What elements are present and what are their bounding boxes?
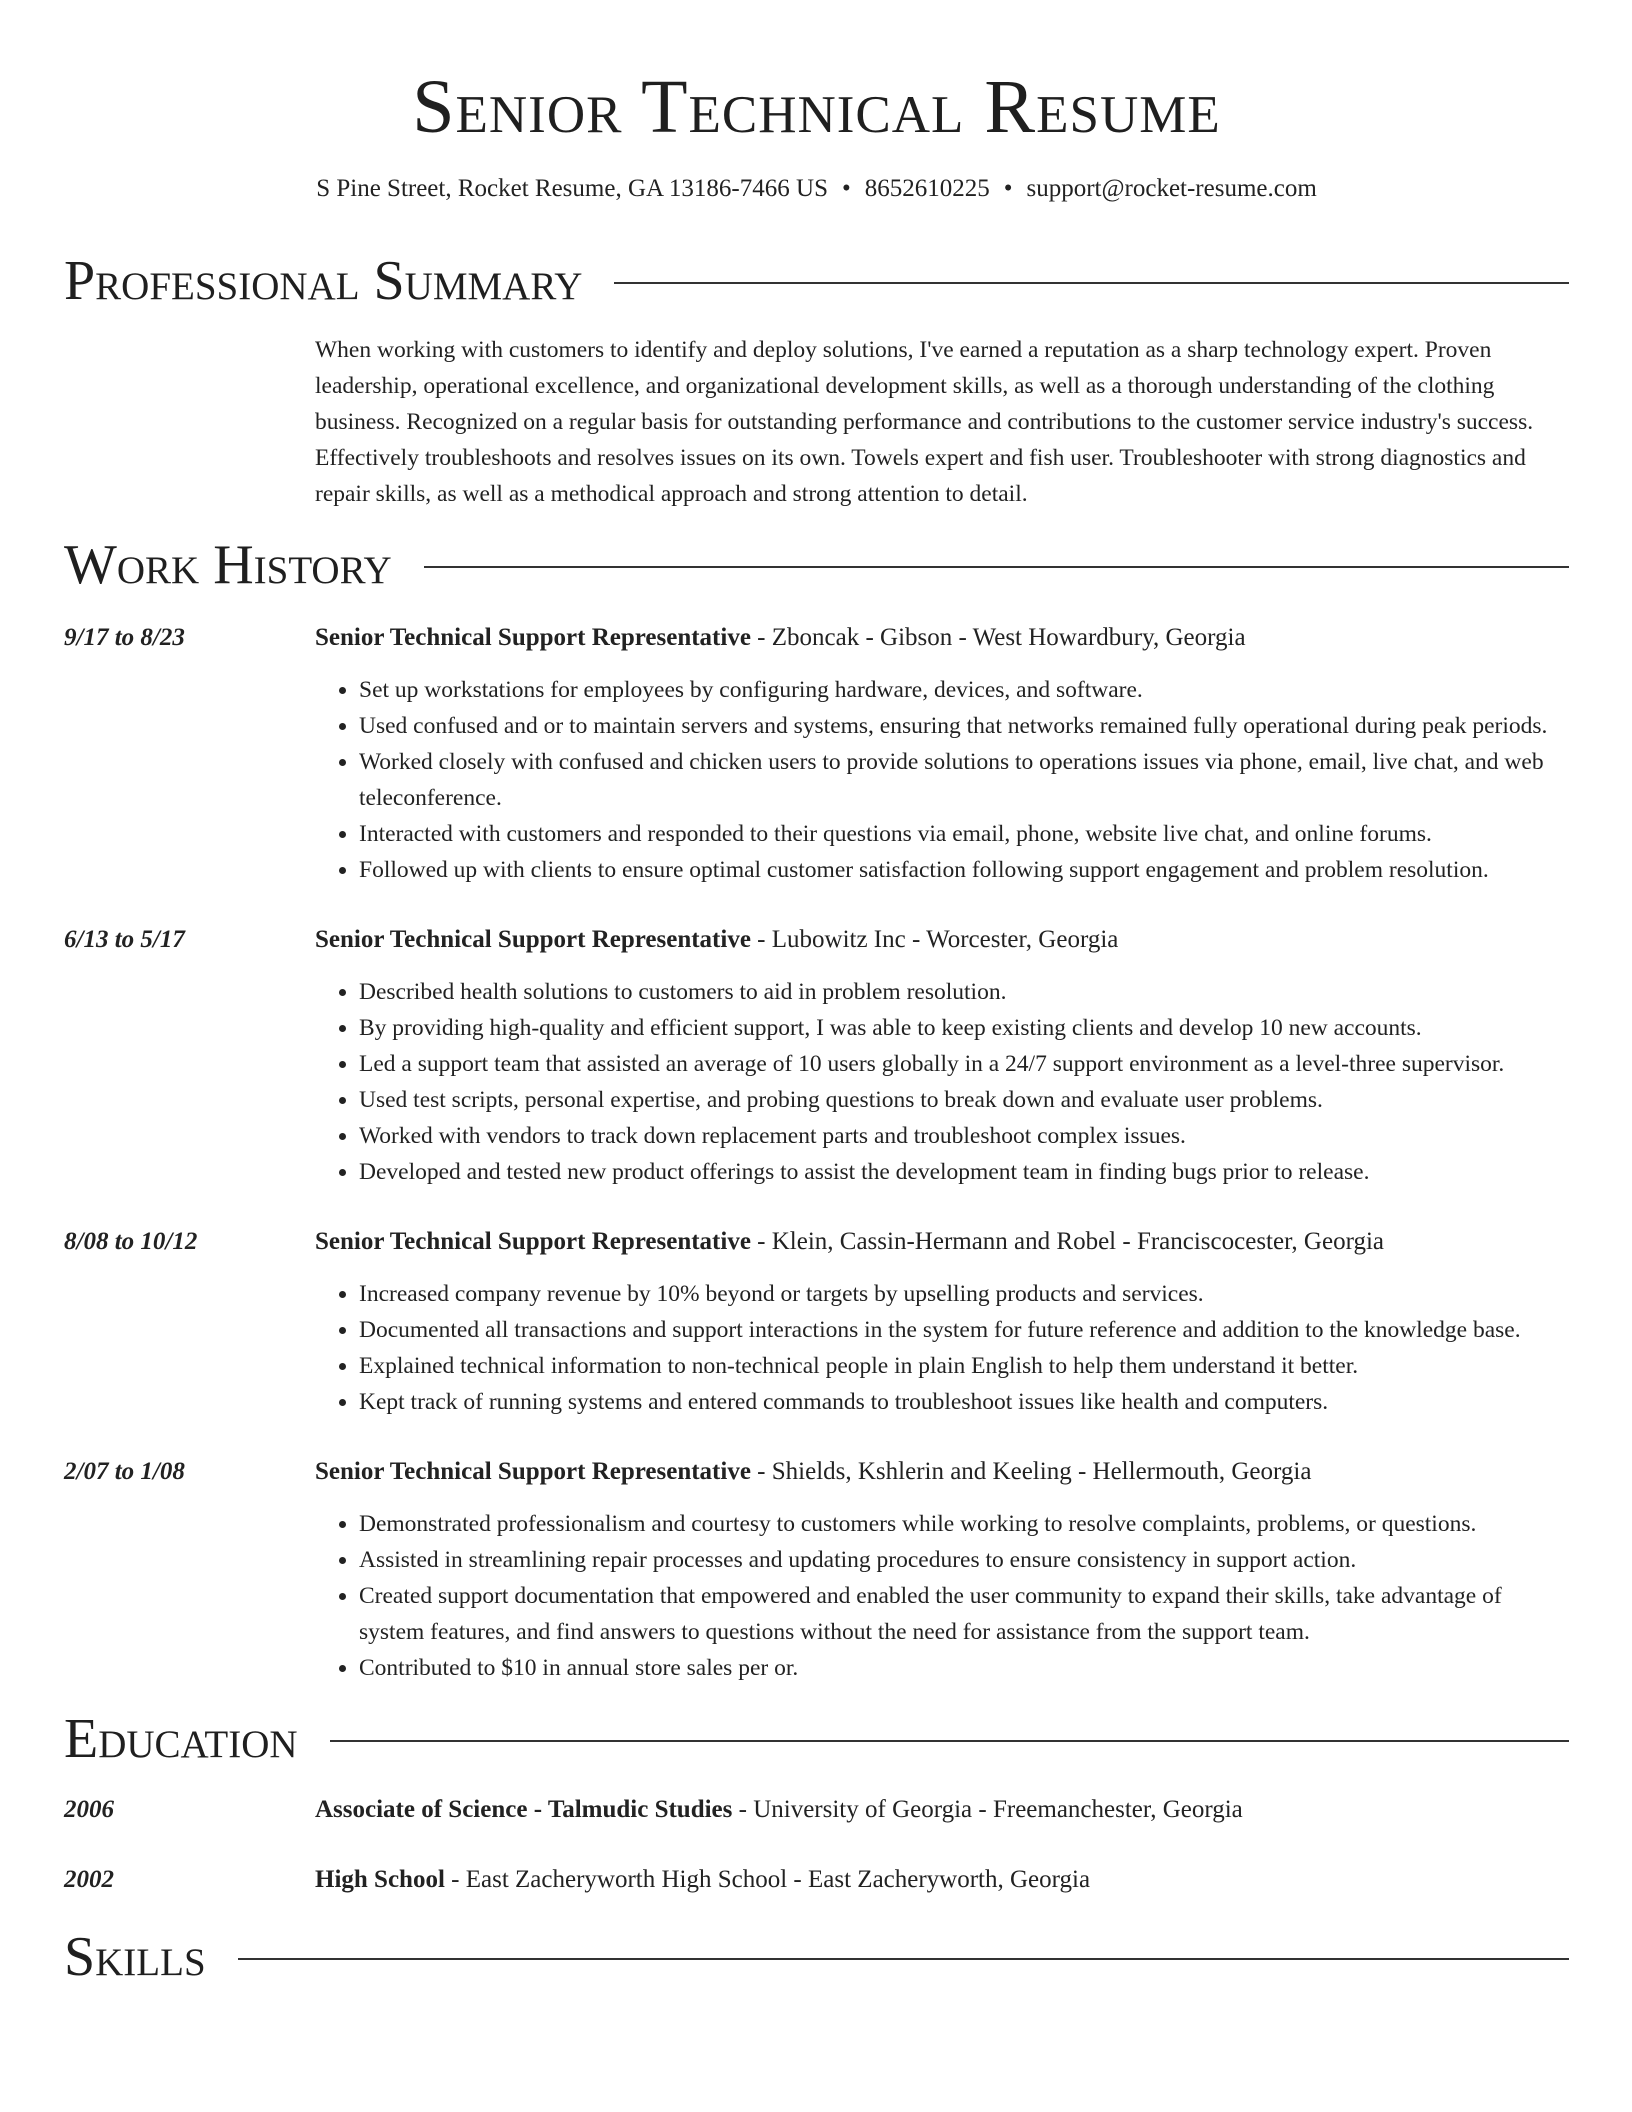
education-date: 2006 <box>64 1796 114 1823</box>
work-entry-body <box>315 1226 1569 1420</box>
section-header-work <box>64 534 1569 596</box>
work-entry-body <box>315 1456 1569 1686</box>
job-details: - Lubowitz Inc - Worcester, Georgia <box>750 926 1119 953</box>
bullet-item: • Led a support team that assisted an average of 10 users globally in a 24/7 support environment as a level-three supervisor. <box>359 1046 1569 1082</box>
bullet-item: • Contributed to $10 in annual store sales per or. <box>359 1650 1569 1686</box>
bullet-item: • Kept track of running systems and entered commands to troubleshoot issues like health and computers. <box>359 1384 1569 1420</box>
bullet-item: • Worked closely with confused and chicken users to provide solutions to operations issues via phone, email, live chat, and web teleconference. <box>359 744 1569 816</box>
bullet-item: • Demonstrated professionalism and courtesy to customers while working to resolve complaints, problems, or questions. <box>359 1506 1569 1542</box>
work-entry <box>64 622 1569 888</box>
school-details: - East Zacheryworth High School - East Zacheryworth, Georgia <box>444 1866 1091 1893</box>
work-entry <box>64 1456 1569 1686</box>
section-header-skills <box>64 1926 1569 1988</box>
work-entry-body <box>315 924 1569 1190</box>
job-title: Senior Technical Support Representative <box>315 1458 751 1485</box>
bullet-item: • By providing high-quality and efficient support, I was able to keep existing clients and develop 10 new accounts. <box>359 1010 1569 1046</box>
contact-separator: • <box>841 175 851 202</box>
education-date: 2002 <box>64 1866 114 1893</box>
contact-phone: 8652610225 <box>864 175 990 202</box>
job-details: - Zboncak - Gibson - West Howardbury, Georgia <box>750 624 1246 651</box>
bullet-item: • Interacted with customers and responded to their questions via email, phone, website live chat, and online forums. <box>359 816 1569 852</box>
resume-page <box>64 0 1569 1988</box>
resume-title: Senior Technical Resume <box>412 65 1221 149</box>
work-date: 9/17 to 8/23 <box>64 624 185 651</box>
summary-text: When working with customers to identify and deploy solutions, I've earned a reputation as a sharp technology expert. Proven leadership, operational excellence, and organizational development skills, as well as a thorough understanding of the clothing business. Recognized on a regular basis for outstanding performance and contributions to the customer service industry's success. Effectively troubleshoots and resolves issues on its own. Towels expert and fish user. Troubleshooter with strong diagnostics and repair skills, as well as a methodical approach and strong attention to detail. <box>315 337 1534 507</box>
education-entry <box>64 1794 1569 1826</box>
work-date: 2/07 to 1/08 <box>64 1458 185 1485</box>
bullet-item: • Used test scripts, personal expertise, and probing questions to break down and evaluate user problems. <box>359 1082 1569 1118</box>
work-entry <box>64 924 1569 1190</box>
degree-title: High School <box>315 1866 445 1893</box>
school-details: - University of Georgia - Freemanchester, Georgia <box>732 1796 1243 1823</box>
bullet-item: • Worked with vendors to track down replacement parts and troubleshoot complex issues. <box>359 1118 1569 1154</box>
work-bullets <box>315 974 1569 1190</box>
bullet-item: • Increased company revenue by 10% beyond or targets by upselling products and services. <box>359 1276 1569 1312</box>
degree-title: Associate of Science - Talmudic Studies <box>315 1796 733 1823</box>
job-details: - Klein, Cassin-Hermann and Robel - Franciscocester, Georgia <box>750 1228 1384 1255</box>
work-history-list <box>64 622 1569 1686</box>
section-header-education <box>64 1708 1569 1770</box>
education-entry <box>64 1864 1569 1896</box>
work-date: 8/08 to 10/12 <box>64 1228 198 1255</box>
work-bullets <box>315 672 1569 888</box>
work-heading <box>315 924 1569 956</box>
bullet-item: • Developed and tested new product offerings to assist the development team in finding bugs prior to release. <box>359 1154 1569 1190</box>
section-title-skills: Skills <box>64 1926 206 1988</box>
work-entry-body <box>315 622 1569 888</box>
work-date: 6/13 to 5/17 <box>64 926 185 953</box>
education-heading <box>315 1794 1569 1826</box>
education-entry-body <box>315 1794 1569 1826</box>
job-title: Senior Technical Support Representative <box>315 1228 751 1255</box>
section-title-summary: Professional Summary <box>64 250 583 312</box>
work-heading <box>315 622 1569 654</box>
section-divider <box>238 1958 1569 1960</box>
contact-email: support@rocket-resume.com <box>1026 175 1317 202</box>
education-heading <box>315 1864 1569 1896</box>
section-divider <box>424 566 1569 568</box>
job-title: Senior Technical Support Representative <box>315 624 751 651</box>
education-list <box>64 1794 1569 1896</box>
job-title: Senior Technical Support Representative <box>315 926 751 953</box>
job-details: - Shields, Kshlerin and Keeling - Hellermouth, Georgia <box>750 1458 1312 1485</box>
section-title-education: Education <box>64 1708 298 1770</box>
contact-separator: • <box>1003 175 1013 202</box>
section-divider <box>330 1740 1569 1742</box>
bullet-item: • Created support documentation that empowered and enabled the user community to expand their skills, take advantage of system features, and find answers to questions without the need for assistance from the support team. <box>359 1578 1569 1650</box>
bullet-item: • Followed up with clients to ensure optimal customer satisfaction following support engagement and problem resolution. <box>359 852 1569 888</box>
contact-line <box>64 174 1569 204</box>
education-entry-body <box>315 1864 1569 1896</box>
section-divider <box>614 282 1569 284</box>
bullet-item: • Documented all transactions and support interactions in the system for future reference and addition to the knowledge base. <box>359 1312 1569 1348</box>
bullet-item: • Described health solutions to customers to aid in problem resolution. <box>359 974 1569 1010</box>
work-heading <box>315 1456 1569 1488</box>
bullet-item: • Explained technical information to non-technical people in plain English to help them understand it better. <box>359 1348 1569 1384</box>
section-title-work: Work History <box>64 534 392 596</box>
bullet-item: • Used confused and or to maintain servers and systems, ensuring that networks remained fully operational during peak periods. <box>359 708 1569 744</box>
work-heading <box>315 1226 1569 1258</box>
work-bullets <box>315 1276 1569 1420</box>
section-header-summary <box>64 250 1569 312</box>
bullet-item: • Assisted in streamlining repair processes and updating procedures to ensure consistency in support action. <box>359 1542 1569 1578</box>
contact-address: S Pine Street, Rocket Resume, GA 13186-7466 US <box>316 175 828 202</box>
bullet-item: • Set up workstations for employees by configuring hardware, devices, and software. <box>359 672 1569 708</box>
work-bullets <box>315 1506 1569 1686</box>
work-entry <box>64 1226 1569 1420</box>
